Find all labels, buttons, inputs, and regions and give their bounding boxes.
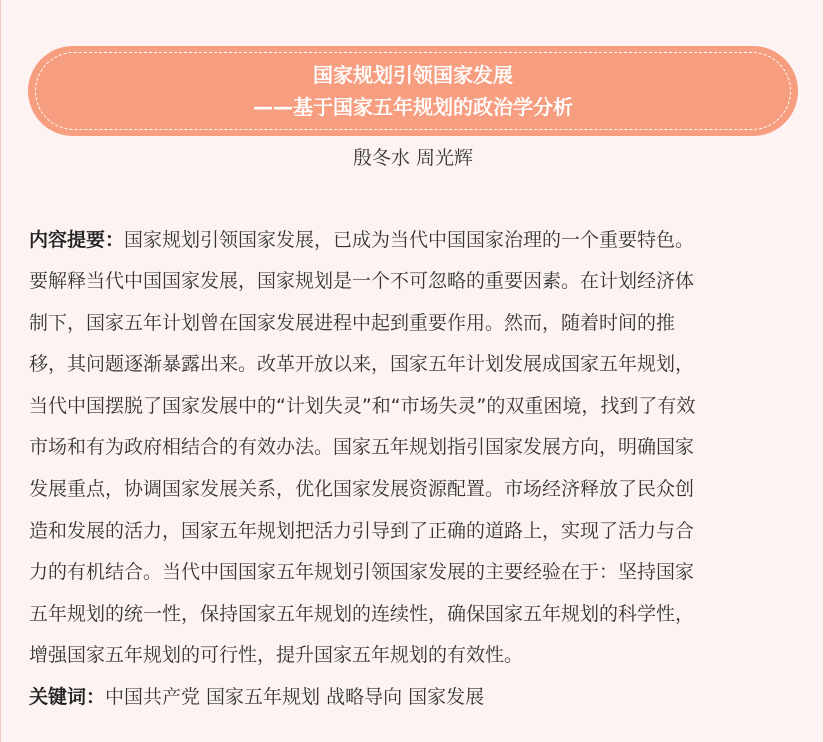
abstract-line: 要解释当代中国国家发展，国家规划是一个不可忽略的重要因素。在计划经济体 <box>29 270 695 292</box>
authors: 殷冬水 周光辉 <box>352 147 474 169</box>
abstract-line: 造和发展的活力，国家五年规划把活力引导到了正确的道路上，实现了活力与合 <box>29 520 695 542</box>
title-banner <box>28 46 798 136</box>
keywords-line <box>29 684 484 710</box>
article-subtitle: ——基于国家五年规划的政治学分析 <box>253 95 573 119</box>
abstract-line: 力的有机结合。当代中国国家五年规划引领国家发展的主要经验在于：坚持国家 <box>29 561 695 583</box>
keywords-text: 中国共产党 国家五年规划 战略导向 国家发展 <box>105 686 485 708</box>
abstract-label: 内容提要： <box>29 229 125 251</box>
keywords-label: 关键词： <box>29 686 106 708</box>
abstract-line: 发展重点，协调国家发展关系，优化国家发展资源配置。市场经济释放了民众创 <box>29 478 695 500</box>
abstract-line: 市场和有为政府相结合的有效办法。国家五年规划指引国家发展方向，明确国家 <box>29 436 695 458</box>
abstract-line: 五年规划的统一性，保持国家五年规划的连续性，确保国家五年规划的科学性， <box>29 603 695 625</box>
abstract-text: 国家规划引领国家发展，已成为当代中国国家治理的一个重要特色。 <box>124 229 695 251</box>
abstract-line <box>29 227 694 253</box>
article-title: 国家规划引领国家发展 <box>313 63 513 87</box>
abstract-line: 移，其问题逐渐暴露出来。改革开放以来，国家五年计划发展成国家五年规划， <box>29 353 695 375</box>
abstract-line: 增强国家五年规划的可行性，提升国家五年规划的有效性。 <box>29 644 524 666</box>
abstract-line: 当代中国摆脱了国家发展中的“计划失灵”和“市场失灵”的双重困境，找到了有效 <box>29 395 696 417</box>
abstract-line: 制下，国家五年计划曾在国家发展进程中起到重要作用。然而，随着时间的推 <box>29 312 676 334</box>
